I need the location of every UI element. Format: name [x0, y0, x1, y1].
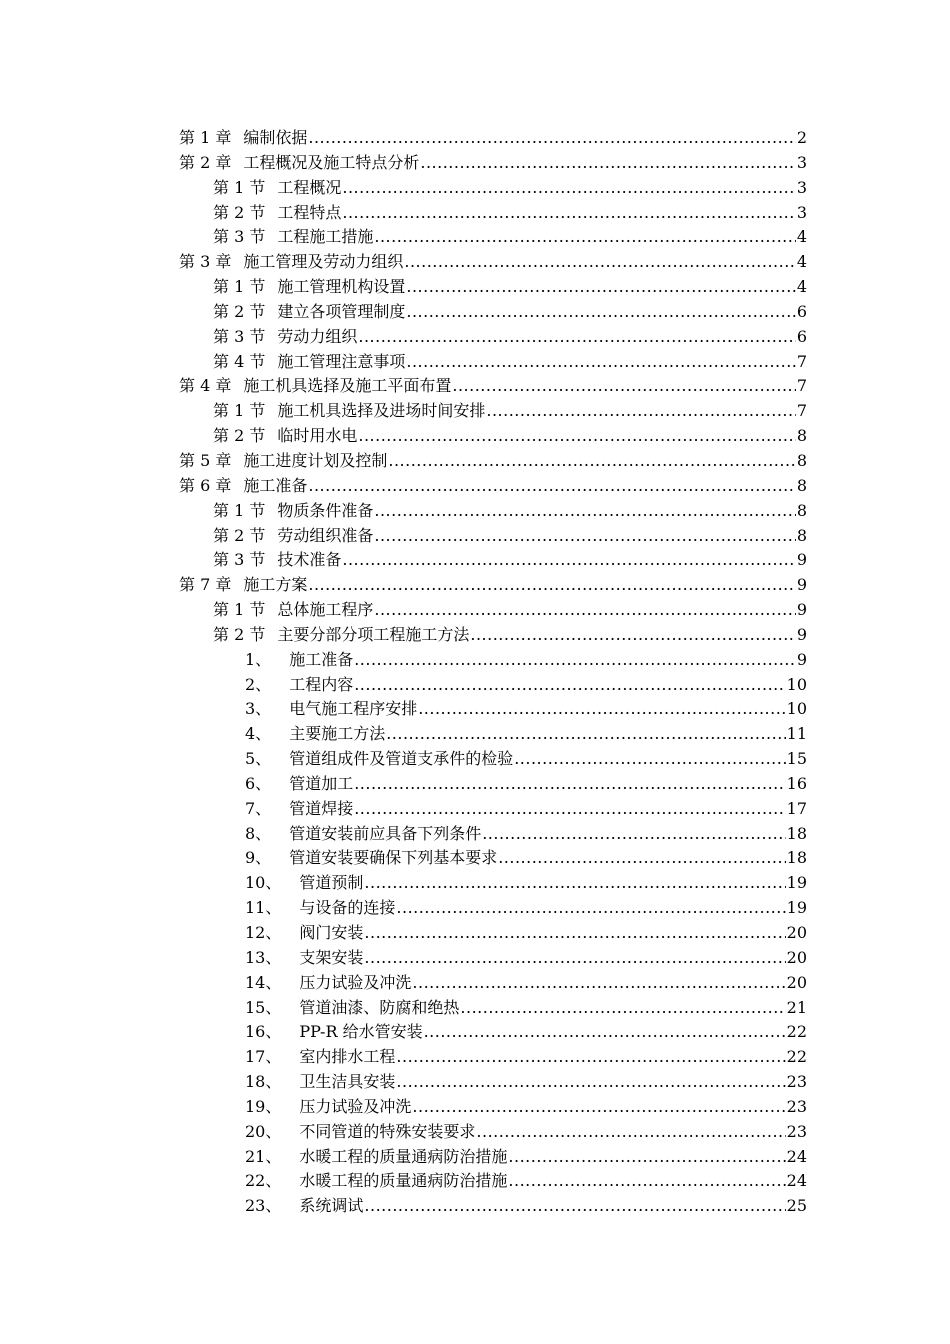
toc-entry-level-3[interactable]: [179, 772, 807, 797]
toc-entry-level-3[interactable]: [179, 871, 807, 896]
toc-entry-level-1[interactable]: [179, 151, 807, 176]
toc-entry-title: 施工准备: [243, 475, 308, 495]
toc-entry-number: 第 3 节: [213, 227, 266, 247]
toc-dot-leader: [476, 1120, 785, 1145]
toc-entry-page-number: 18: [786, 848, 807, 868]
toc-entry-number: 第 2 章: [179, 152, 232, 172]
toc-dot-leader: [404, 250, 795, 275]
toc-entry-page-number: 2: [796, 128, 807, 147]
toc-entry-title: 管道加工: [289, 773, 354, 793]
toc-entry-title: 与设备的连接: [299, 898, 396, 918]
toc-entry-level-3[interactable]: [179, 747, 807, 772]
toc-entry-level-3[interactable]: [179, 648, 807, 673]
toc-entry-title: 管道组成件及管道支承件的检验: [289, 749, 514, 769]
toc-entry-level-3[interactable]: [179, 1070, 807, 1095]
toc-entry-level-3[interactable]: [179, 896, 807, 921]
toc-entry-title: 管道安装要确保下列基本要求: [289, 848, 498, 868]
toc-entry-level-3[interactable]: [179, 1120, 807, 1145]
toc-dot-leader: [486, 399, 795, 424]
toc-entry-number: 第 5 章: [179, 450, 232, 470]
toc-dot-leader: [412, 1095, 785, 1120]
toc-entry-level-2[interactable]: [179, 499, 807, 524]
toc-entry-title: 施工管理及劳动力组织: [243, 252, 404, 272]
toc-entry-page-number: 4: [796, 227, 807, 247]
toc-entry-page-number: 3: [796, 152, 807, 172]
toc-entry-page-number: 7: [796, 376, 807, 396]
toc-entry-title: 不同管道的特殊安装要求: [299, 1121, 476, 1141]
toc-entry-number: 第 1 节: [213, 277, 266, 297]
toc-entry-title: 劳动力组织: [277, 326, 358, 346]
toc-entry-level-2[interactable]: [179, 350, 807, 375]
toc-entry-level-3[interactable]: [179, 921, 807, 946]
toc-dot-leader: [354, 673, 785, 698]
toc-entry-number: 第 1 节: [213, 401, 266, 421]
toc-entry-number: 6、: [245, 773, 272, 793]
toc-entry-number: 第 2 节: [213, 525, 266, 545]
toc-dot-leader: [412, 971, 785, 996]
toc-entry-level-3[interactable]: [179, 1169, 807, 1194]
toc-entry-level-2[interactable]: [179, 225, 807, 250]
toc-entry-page-number: 24: [786, 1171, 807, 1191]
toc-dot-leader: [482, 822, 785, 847]
toc-entry-number: 16、: [245, 1022, 282, 1042]
toc-dot-leader: [498, 846, 785, 871]
toc-dot-leader: [354, 797, 785, 822]
toc-entry-page-number: 8: [796, 525, 807, 545]
toc-entry-number: 2、: [245, 674, 272, 694]
toc-dot-leader: [388, 449, 795, 474]
toc-dot-leader: [374, 225, 795, 250]
toc-entry-page-number: 19: [786, 873, 807, 893]
toc-entry-number: 23、: [245, 1196, 282, 1216]
toc-entry-level-2[interactable]: [179, 300, 807, 325]
toc-entry-number: 第 1 节: [213, 177, 266, 197]
toc-entry-number: 9、: [245, 848, 272, 868]
toc-entry-title: 施工机具选择及施工平面布置: [243, 376, 452, 396]
toc-entry-title: 管道油漆、防腐和绝热: [299, 997, 460, 1017]
toc-entry-level-2[interactable]: [179, 548, 807, 573]
toc-entry-title: 工程概况及施工特点分析: [243, 152, 420, 172]
toc-dot-leader: [358, 325, 795, 350]
toc-entry-level-3[interactable]: [179, 822, 807, 847]
toc-entry-page-number: 4: [796, 252, 807, 272]
toc-entry-number: 第 2 节: [213, 426, 266, 446]
toc-dot-leader: [342, 201, 795, 226]
toc-entry-level-1[interactable]: [179, 449, 807, 474]
toc-entry-level-1[interactable]: [179, 474, 807, 499]
toc-entry-level-3[interactable]: [179, 1145, 807, 1170]
toc-entry-number: 7、: [245, 798, 272, 818]
toc-dot-leader: [452, 374, 795, 399]
toc-entry-title: 阀门安装: [299, 923, 364, 942]
toc-entry-level-2[interactable]: [179, 623, 807, 648]
toc-entry-title: 劳动组织准备: [277, 525, 374, 545]
toc-entry-level-3[interactable]: [179, 722, 807, 747]
toc-entry-title: 水暖工程的质量通病防治措施: [299, 1146, 508, 1166]
toc-entry-number: 第 1 节: [213, 600, 266, 620]
toc-entry-title: 水暖工程的质量通病防治措施: [299, 1171, 508, 1191]
toc-entry-page-number: 10: [786, 674, 807, 694]
toc-entry-level-3[interactable]: [179, 797, 807, 822]
toc-entry-title: 支架安装: [299, 947, 364, 967]
toc-entry-level-1[interactable]: [179, 374, 807, 399]
toc-entry-page-number: 8: [796, 500, 807, 520]
toc-entry-number: 第 2 节: [213, 301, 266, 321]
toc-dot-leader: [396, 896, 785, 921]
toc-entry-number: 第 4 章: [179, 376, 232, 396]
toc-entry-number: 4、: [245, 724, 272, 744]
toc-entry-page-number: 23: [786, 1072, 807, 1092]
toc-entry-level-1[interactable]: [179, 126, 807, 151]
toc-entry-title: 压力试验及冲洗: [299, 972, 412, 992]
toc-entry-page-number: 25: [786, 1196, 807, 1216]
toc-entry-page-number: 20: [786, 947, 807, 967]
toc-entry-level-1[interactable]: [179, 573, 807, 598]
toc-entry-level-3[interactable]: [179, 1194, 807, 1219]
toc-entry-page-number: 22: [786, 1047, 807, 1067]
toc-entry-page-number: 9: [796, 624, 807, 644]
toc-entry-level-3[interactable]: [179, 1020, 807, 1045]
toc-dot-leader: [308, 573, 795, 598]
toc-entry-title: 施工管理机构设置: [277, 277, 406, 297]
toc-dot-leader: [508, 1169, 785, 1194]
toc-entry-number: 第 7 章: [179, 575, 232, 595]
toc-entry-page-number: 8: [796, 475, 807, 495]
toc-entry-title: PP-R 给水管安装: [299, 1022, 423, 1042]
toc-entry-number: 第 4 节: [213, 351, 266, 371]
toc-entry-number: 第 3 节: [213, 550, 266, 570]
toc-entry-title: 施工进度计划及控制: [243, 450, 388, 470]
toc-entry-level-3[interactable]: [179, 673, 807, 698]
toc-entry-page-number: 7: [796, 401, 807, 421]
toc-entry-page-number: 7: [796, 351, 807, 371]
toc-dot-leader: [386, 722, 785, 747]
toc-entry-title: 施工管理注意事项: [277, 351, 406, 371]
toc-entry-page-number: 3: [796, 177, 807, 197]
toc-dot-leader: [342, 548, 795, 573]
toc-dot-leader: [508, 1145, 785, 1170]
toc-entry-title: 系统调试: [299, 1196, 364, 1216]
toc-entry-number: 第 1 章: [179, 128, 232, 147]
toc-entry-title: 工程内容: [289, 674, 354, 694]
toc-entry-number: 18、: [245, 1072, 282, 1092]
toc-dot-leader: [308, 474, 795, 499]
toc-entry-title: 管道预制: [299, 873, 364, 893]
toc-entry-number: 第 2 节: [213, 202, 266, 222]
toc-dot-leader: [364, 871, 785, 896]
toc-entry-page-number: 9: [796, 649, 807, 669]
toc-dot-leader: [354, 648, 796, 673]
toc-entry-number: 13、: [245, 947, 282, 967]
toc-entry-level-2[interactable]: [179, 424, 807, 449]
toc-entry-number: 19、: [245, 1096, 282, 1116]
toc-entry-title: 电气施工程序安排: [289, 699, 418, 719]
toc-dot-leader: [396, 1045, 785, 1070]
toc-entry-number: 17、: [245, 1047, 282, 1067]
toc-entry-level-3[interactable]: [179, 996, 807, 1021]
toc-dot-leader: [364, 1194, 785, 1219]
toc-entry-number: 8、: [245, 823, 272, 843]
toc-entry-level-3[interactable]: [179, 1095, 807, 1120]
toc-dot-leader: [358, 424, 795, 449]
toc-entry-number: 第 3 章: [179, 252, 232, 272]
toc-entry-level-3[interactable]: [179, 697, 807, 722]
toc-entry-number: 第 3 节: [213, 326, 266, 346]
toc-entry-page-number: 24: [786, 1146, 807, 1166]
toc-dot-leader: [406, 300, 795, 325]
toc-dot-leader: [406, 350, 795, 375]
toc-dot-leader: [308, 126, 795, 151]
toc-entry-number: 12、: [245, 923, 282, 942]
toc-entry-title: 施工准备: [289, 649, 354, 669]
toc-entry-number: 3、: [245, 699, 272, 719]
toc-entry-number: 5、: [245, 749, 272, 769]
toc-entry-page-number: 20: [786, 923, 807, 942]
toc-entry-level-2[interactable]: [179, 325, 807, 350]
toc-dot-leader: [374, 524, 795, 549]
toc-entry-level-3[interactable]: [179, 846, 807, 871]
toc-entry-page-number: 21: [786, 997, 807, 1017]
toc-dot-leader: [460, 996, 785, 1021]
toc-entry-page-number: 6: [796, 326, 807, 346]
toc-dot-leader: [424, 1020, 786, 1045]
toc-entry-page-number: 9: [796, 550, 807, 570]
toc-entry-number: 15、: [245, 997, 282, 1017]
toc-entry-page-number: 8: [796, 426, 807, 446]
toc-entry-title: 卫生洁具安装: [299, 1072, 396, 1092]
toc-entry-page-number: 4: [796, 277, 807, 297]
toc-dot-leader: [396, 1070, 785, 1095]
toc-entry-level-2[interactable]: [179, 598, 807, 623]
toc-entry-number: 第 2 节: [213, 624, 266, 644]
toc-dot-leader: [374, 499, 795, 524]
toc-dot-leader: [364, 946, 785, 971]
toc-dot-leader: [354, 772, 785, 797]
toc-entry-level-2[interactable]: [179, 201, 807, 226]
toc-entry-page-number: 17: [786, 798, 807, 818]
toc-entry-title: 建立各项管理制度: [277, 301, 406, 321]
toc-entry-title: 室内排水工程: [299, 1047, 396, 1067]
toc-entry-title: 工程特点: [277, 202, 342, 222]
toc-dot-leader: [406, 275, 795, 300]
toc-entry-level-3[interactable]: [179, 971, 807, 996]
toc-entry-page-number: 23: [786, 1096, 807, 1116]
toc-entry-title: 主要分部分项工程施工方法: [277, 624, 470, 644]
toc-entry-number: 第 6 章: [179, 475, 232, 495]
toc-entry-number: 22、: [245, 1171, 282, 1191]
toc-entry-title: 主要施工方法: [289, 724, 386, 744]
toc-entry-level-2[interactable]: [179, 275, 807, 300]
toc-dot-leader: [374, 598, 795, 623]
toc-entry-level-2[interactable]: [179, 524, 807, 549]
toc-entry-page-number: 22: [786, 1022, 807, 1042]
toc-entry-page-number: 20: [786, 972, 807, 992]
toc-dot-leader: [514, 747, 785, 772]
toc-entry-page-number: 23: [786, 1121, 807, 1141]
toc-entry-number: 14、: [245, 972, 282, 992]
toc-entry-page-number: 8: [796, 450, 807, 470]
toc-entry-number: 20、: [245, 1121, 282, 1141]
toc-dot-leader: [342, 176, 795, 201]
toc-entry-number: 10、: [245, 873, 282, 893]
toc-entry-title: 编制依据: [243, 128, 308, 147]
toc-entry-title: 施工方案: [243, 575, 308, 595]
toc-dot-leader: [420, 151, 795, 176]
toc-dot-leader: [364, 921, 785, 946]
toc-entry-number: 第 1 节: [213, 500, 266, 520]
toc-entry-number: 11、: [245, 898, 282, 918]
toc-entry-title: 工程概况: [277, 177, 342, 197]
toc-entry-page-number: 18: [786, 823, 807, 843]
toc-entry-title: 工程施工措施: [277, 227, 374, 247]
toc-entry-title: 临时用水电: [277, 426, 358, 446]
toc-entry-page-number: 11: [786, 724, 807, 744]
toc-entry-title: 施工机具选择及进场时间安排: [277, 401, 486, 421]
toc-entry-title: 技术准备: [277, 550, 342, 570]
toc-entry-level-3[interactable]: [179, 946, 807, 971]
toc-entry-title: 总体施工程序: [277, 600, 374, 620]
toc-entry-level-2[interactable]: [179, 399, 807, 424]
toc-entry-title: 管道焊接: [289, 798, 354, 818]
toc-entry-title: 压力试验及冲洗: [299, 1096, 412, 1116]
toc-entry-page-number: 10: [786, 699, 807, 719]
toc-dot-leader: [470, 623, 795, 648]
toc-entry-level-2[interactable]: [179, 176, 807, 201]
toc-entry-title: 管道安装前应具备下列条件: [289, 823, 482, 843]
toc-entry-page-number: 9: [796, 575, 807, 595]
toc-entry-number: 1、: [245, 649, 272, 669]
table-of-contents: [179, 126, 807, 1219]
toc-entry-page-number: 19: [786, 898, 807, 918]
toc-dot-leader: [418, 697, 785, 722]
toc-entry-level-3[interactable]: [179, 1045, 807, 1070]
toc-entry-page-number: 6: [796, 301, 807, 321]
toc-entry-page-number: 15: [786, 749, 807, 769]
toc-entry-number: 21、: [245, 1146, 282, 1166]
toc-entry-page-number: 9: [796, 600, 807, 620]
toc-entry-page-number: 16: [786, 773, 807, 793]
toc-entry-level-1[interactable]: [179, 250, 807, 275]
toc-entry-page-number: 3: [796, 202, 807, 222]
toc-entry-title: 物质条件准备: [277, 500, 374, 520]
